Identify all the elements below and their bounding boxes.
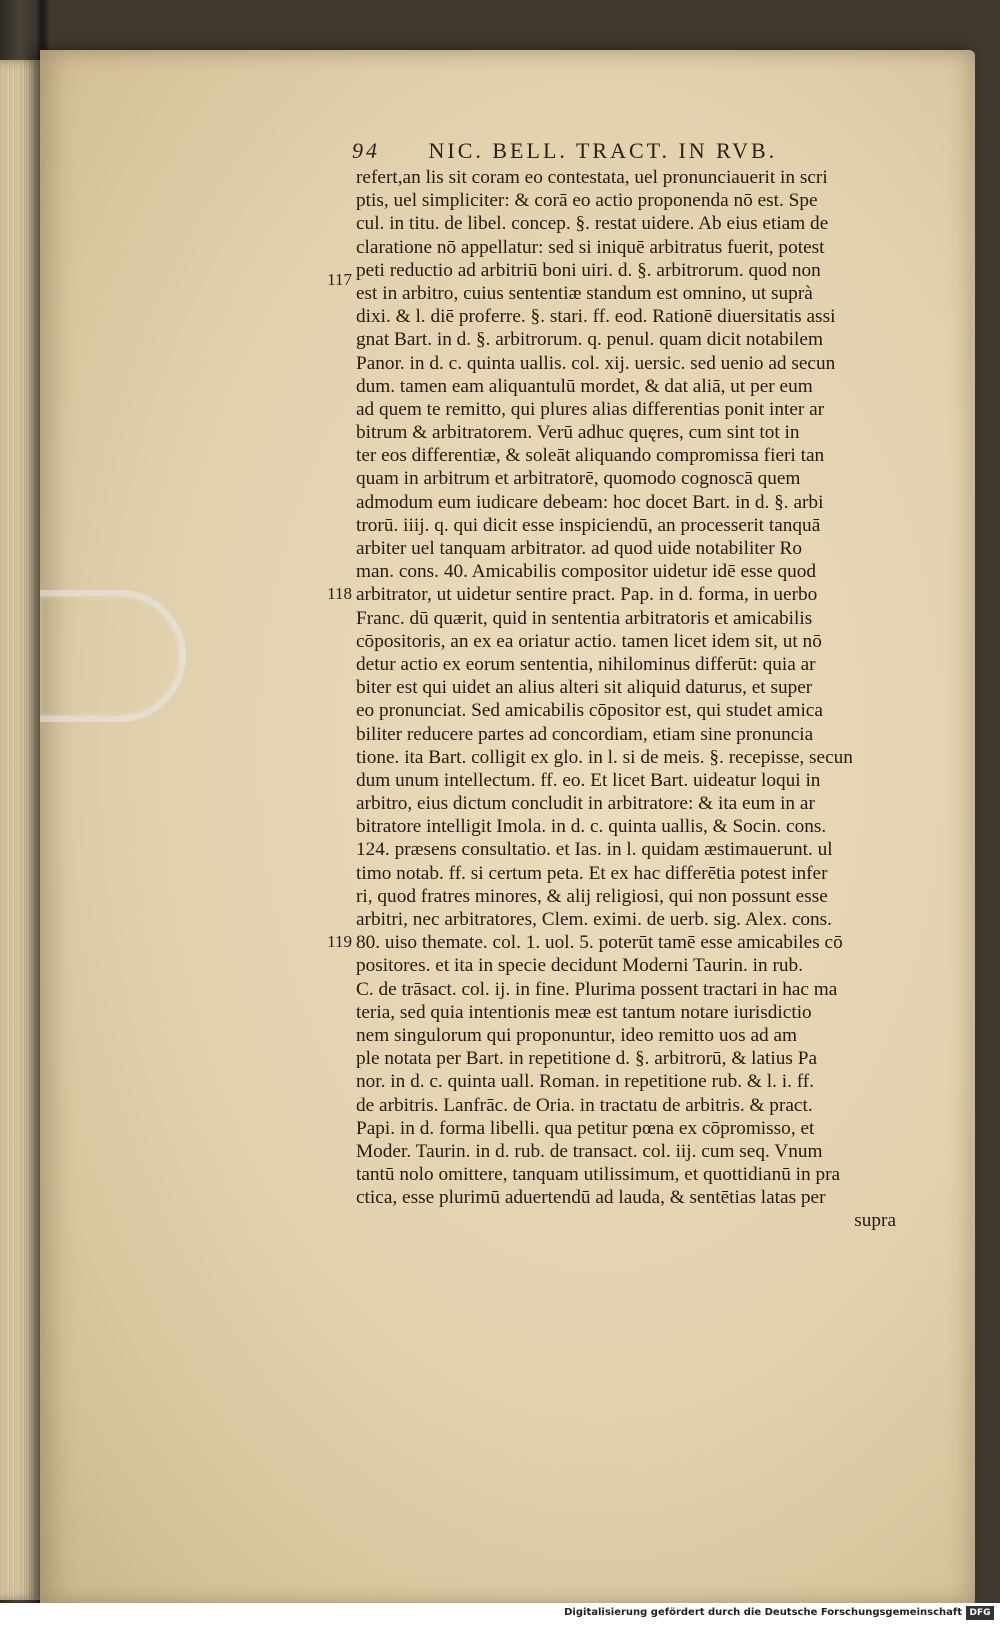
text-line: 80. uiso themate. col. 1. uol. 5. poterūt tamē esse amicabiles cō: [356, 932, 843, 954]
margin-number: 118: [327, 584, 352, 603]
text-line: bitratore intelligit Imola. in d. c. quinta uallis, & Socin. cons.: [356, 816, 827, 838]
dfg-logo: DFG: [966, 1606, 994, 1620]
funding-credit: Digitalisierung gefördert durch die Deutsche Forschungsgemeinschaft: [564, 1607, 962, 1618]
text-line: Franc. dū quærit, quid in sententia arbitratoris et amicabilis: [356, 607, 813, 629]
running-header: [352, 138, 912, 168]
text-line: dum. tamen eam aliquantulū mordet, & dat aliā, ut per eum: [356, 375, 813, 397]
text-line: ptis, uel simpliciter: & corā eo actio proponenda nō est. Spe: [356, 190, 818, 212]
text-line: arbitri, nec arbitratores, Clem. eximi. de uerb. sig. Alex. cons.: [356, 909, 833, 930]
text-line: nor. in d. c. quinta uall. Roman. in repetitione rub. & l. i. ff.: [356, 1071, 815, 1093]
text-line: quam in arbitrum et arbitratorē, quomodo cognoscā quem: [356, 468, 801, 490]
text-line: arbitro, eius dictum concludit in arbitratore: & ita eum in ar: [356, 793, 815, 815]
text-line: timo notab. ff. si certum peta. Et ex hac differētia potest infer: [356, 862, 828, 884]
text-line: ad quem te remitto, qui plures alias differentias ponit inter ar: [356, 398, 825, 420]
text-line: admodum eum iudicare debeam: hoc docet Bart. in d. §. arbi: [356, 491, 824, 513]
text-line: teria, sed quia intentionis meæ est tantum notare iurisdictio: [356, 1001, 812, 1023]
text-line: cul. in titu. de libel. concep. §. restat uidere. Ab eius etiam de: [356, 213, 829, 235]
text-line: nem singulorum qui proponuntur, ideo remitto uos ad am: [356, 1024, 798, 1046]
text-line: cōpositoris, an ex ea oriatur actio. tamen licet idem sit, ut nō: [356, 630, 822, 652]
text-line: ri, quod fratres minores, & alij religiosi, qui non possunt esse: [356, 885, 828, 907]
text-line: arbitrator, ut uidetur sentire pract. Pap. in d. forma, in uerbo: [356, 584, 818, 606]
text-line: man. cons. 40. Amicabilis compositor uidetur idē esse quod: [356, 561, 817, 583]
text-line: claratione nō appellatur: sed si iniquē arbitratus fuerit, potest: [356, 236, 825, 258]
text-line: arbiter uel tanquam arbitrator. ad quod uide notabiliter Ro: [356, 538, 803, 559]
text-line: tantū nolo omittere, tanquam utilissimum, et quottidianū in pra: [356, 1164, 841, 1186]
text-line: detur actio ex eorum sententia, nihilominus differūt: quia ar: [356, 653, 816, 675]
margin-number: 117: [327, 270, 352, 289]
text-line: Panor. in d. c. quinta uallis. col. xij. uersic. sed uenio ad secun: [356, 352, 836, 374]
text-line: ple notata per Bart. in repetitione d. §. arbitrorū, & latius Pa: [356, 1048, 818, 1070]
bookmark-clip: [40, 590, 186, 722]
margin-number: 119: [327, 932, 352, 951]
body-text: [356, 166, 904, 1233]
page-number: 94: [352, 138, 380, 163]
text-line: tione. ita Bart. colligit ex glo. in l. si de meis. §. recepisse, secun: [356, 746, 853, 768]
text-line: biliter reducere partes ad concordiam, etiam sine pronuncia: [356, 723, 814, 745]
text-line: Papi. in d. forma libelli. qua petitur pœna ex cōpromisso, et: [356, 1117, 815, 1139]
text-line: supra: [854, 1210, 896, 1232]
text-line: refert,an lis sit coram eo contestata, uel pronunciauerit in scri: [356, 167, 828, 188]
text-line: biter est qui uidet an alius alteri sit aliquid daturus, et super: [356, 677, 813, 699]
text-line: Moder. Taurin. in d. rub. de transact. col. iij. cum seq. Vnum: [356, 1140, 823, 1162]
text-line: eo pronunciat. Sed amicabilis cōpositor est, qui studet amica: [356, 700, 823, 722]
text-line: dum unum intellectum. ff. eo. Et licet Bart. uideatur loqui in: [356, 769, 821, 791]
page-edges: [0, 60, 42, 1600]
text-line: de arbitris. Lanfrāc. de Oria. in tractatu de arbitris. & pract.: [356, 1094, 813, 1116]
text-line: est in arbitro, cuius sententiæ standum est omnino, ut suprà: [356, 282, 813, 304]
text-line: positores. et ita in specie decidunt Moderni Taurin. in rub.: [356, 955, 804, 977]
text-line: ctica, esse plurimū aduertendū ad lauda, & sentētias latas per: [356, 1187, 826, 1209]
text-line: dixi. & l. diē proferre. §. stari. ff. eod. Rationē diuersitatis assi: [356, 306, 836, 328]
text-line: C. de trāsact. col. ij. in fine. Plurima possent tractari in hac ma: [356, 978, 838, 1000]
text-line: peti reductio ad arbitriū boni uiri. d. §. arbitrorum. quod non: [356, 259, 821, 281]
text-line: trorū. iiij. q. qui dicit esse inspiciendū, an processerit tanquā: [356, 514, 821, 536]
text-line: ter eos differentiæ, & soleāt aliquando compromissa fieri tan: [356, 445, 825, 467]
text-line: gnat Bart. in d. §. arbitrorum. q. penul. quam dicit notabilem: [356, 329, 823, 351]
text-line: 124. præsens consultatio. et Ias. in l. quidam æstimauerunt. ul: [356, 839, 833, 861]
running-title: NIC. BELL. TRACT. IN RVB.: [428, 138, 778, 163]
text-line: bitrum & arbitratorem. Verū adhuc quęres, cum sint tot in: [356, 422, 800, 444]
